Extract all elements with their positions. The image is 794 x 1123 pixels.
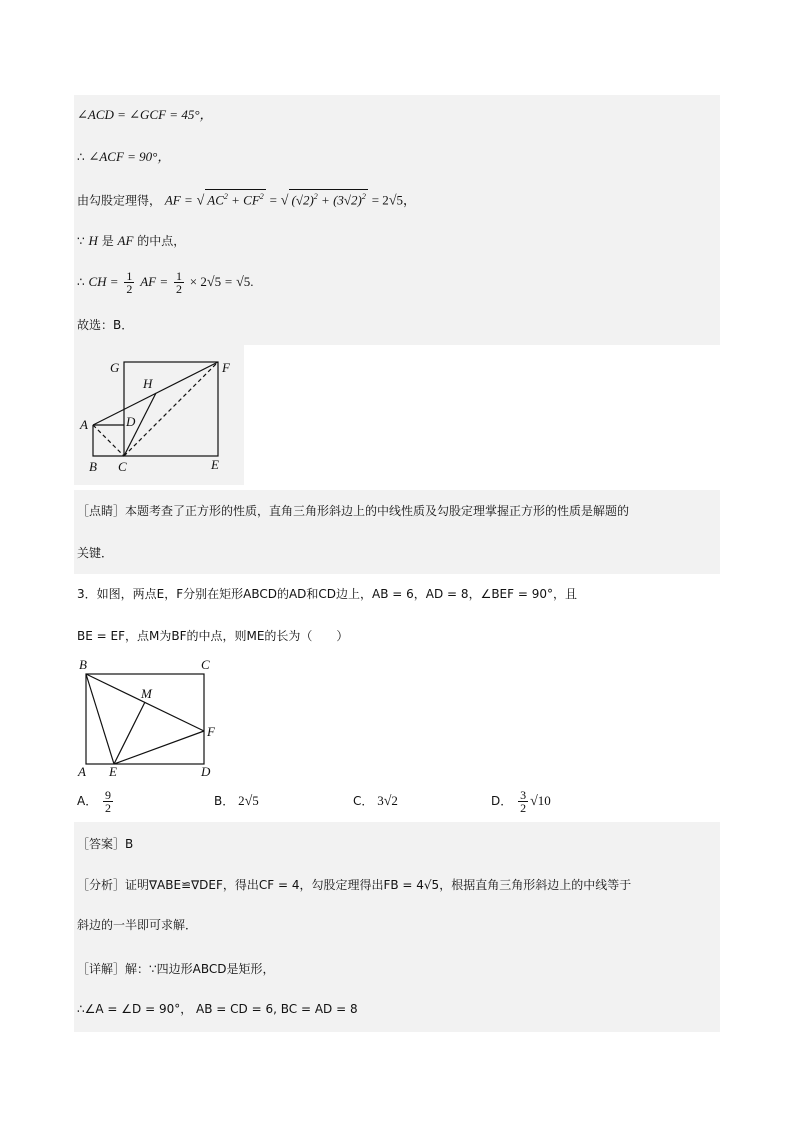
option-c-label: C． — [353, 794, 374, 808]
label-d: D — [126, 414, 136, 429]
midpoint-text: 的中点， — [137, 234, 186, 248]
is-text: 是 — [101, 234, 114, 248]
option-b[interactable]: B． 2√5 — [214, 793, 259, 809]
cf-term: CF — [243, 192, 260, 208]
rad5: 5 — [214, 274, 222, 289]
label-e: E — [211, 457, 219, 472]
segment-af: AF — [117, 233, 134, 248]
label-a2: A — [78, 764, 86, 779]
figure-square-diagram — [76, 352, 240, 480]
option-b-coef: 2 — [238, 793, 245, 808]
sq2: 2 — [302, 192, 310, 208]
solution-line-5: ∴ CH = $\frac{1}{2}$ AF = $\frac{1}{2}$ × 2√5 = √5. — [77, 269, 254, 296]
question-3-line-2: BE = EF，点M为BF的中点，则ME的长为（ ） — [77, 629, 349, 643]
exp: 2 — [223, 192, 228, 201]
exp: 2 — [259, 192, 264, 201]
ac-term: AC — [207, 192, 224, 208]
answer-line: ［答案］B — [77, 837, 134, 851]
times-2: × 2 — [189, 274, 207, 289]
option-d-label: D． — [491, 794, 513, 808]
ch-eq: CH = — [88, 274, 119, 289]
because-symbol: ∵ — [77, 234, 85, 248]
chosen-answer: 故选：B． — [77, 318, 134, 332]
exp: 2 — [361, 192, 366, 201]
fraction-half-2: $\frac{1}{2}$ — [175, 269, 182, 296]
label-e2: E — [109, 764, 117, 779]
comment-line-2: 关键． — [77, 546, 114, 560]
solution-line-1 — [77, 107, 213, 123]
plus: + — [231, 192, 240, 208]
label-f2: F — [207, 724, 215, 739]
label-f: F — [222, 360, 230, 375]
analysis-line-1: ［分析］证明∇ABE≌∇DEF，得出CF = 4，勾股定理得出FB = 4√5，根据直角三角形斜边上的中线等于 — [77, 878, 632, 892]
pythagoras-text: 由勾股定理得， — [77, 193, 162, 208]
label-d2: D — [201, 764, 211, 779]
comment-line-1: ［点睛］本题考查了正方形的性质，直角三角形斜边上的中线性质及勾股定理掌握正方形的性质是解题的 — [77, 504, 630, 518]
option-a-label: A． — [77, 794, 98, 808]
question-3-line-1: 3．如图，两点E，F分别在矩形ABCD的AD和CD边上，AB = 6，AD = 8，∠BEF = 90°，且 — [77, 587, 577, 601]
af-eq: AF = — [164, 192, 193, 208]
point-h: H — [88, 233, 98, 248]
figure-rectangle-diagram — [74, 654, 224, 782]
radicand-ac-cf — [205, 189, 266, 207]
sqrt-sign: √ — [196, 193, 205, 209]
therefore-symbol: ∴ — [77, 150, 85, 164]
eq-sign: = — [224, 274, 233, 289]
label-c2: C — [201, 657, 210, 672]
label-c: C — [118, 459, 127, 474]
option-c-rad: 2 — [391, 793, 398, 808]
label-g: G — [110, 360, 120, 375]
exp: 2 — [313, 192, 318, 201]
analysis-line-2: 斜边的一半即可求解． — [77, 918, 198, 932]
sq2b: 2 — [351, 192, 358, 208]
detail-line-2: ∴∠A = ∠D = 90°， AB = CD = 6, BC = AD = 8 — [77, 1002, 358, 1016]
solution-line-4 — [77, 233, 185, 249]
label-b2: B — [79, 657, 87, 672]
result-eq: = 2 — [371, 192, 389, 208]
therefore-symbol-2: ∴ — [77, 275, 85, 289]
option-d[interactable]: D． $\frac{3}{2}$ √10 — [491, 788, 551, 815]
choice-line — [77, 317, 133, 333]
result-tail: 5， — [396, 192, 417, 208]
detail-line-1: ［详解］解：∵四边形ABCD是矩形， — [77, 962, 275, 976]
label-b: B — [89, 459, 97, 474]
af-eq-2: AF = — [140, 274, 169, 289]
option-a-fraction: $\frac{9}{2}$ — [105, 788, 112, 815]
option-b-label: B． — [214, 794, 235, 808]
angle-acf: ∠ACF = 90°， — [88, 149, 171, 164]
option-d-fraction: $\frac{3}{2}$ — [520, 788, 527, 815]
option-a[interactable] — [77, 786, 115, 816]
equals: = — [269, 192, 277, 208]
option-d-rad: 10 — [537, 793, 551, 808]
three: 3 — [337, 192, 344, 208]
option-b-rad: 5 — [252, 793, 259, 808]
label-h: H — [143, 376, 153, 391]
sqrt-sign-2: √ — [280, 193, 289, 209]
radicand-numbers: $(√2)^2 + (3√2)^2$ — [289, 189, 367, 207]
option-c[interactable]: C． 3√2 — [353, 793, 398, 809]
solution-block-shade — [74, 95, 720, 345]
label-m: M — [141, 686, 152, 701]
final-5: 5. — [243, 274, 254, 289]
option-c-coef: 3 — [377, 793, 384, 808]
solution-line-3: 由勾股定理得， AF = √ $AC^2 + CF^2$ = √ $(√2)^2 + (3√2)^2 = 2√5$， — [77, 189, 416, 212]
solution-line-2 — [77, 149, 170, 165]
fraction-half: $\frac{1}{2}$ — [126, 269, 133, 296]
label-a: A — [80, 417, 88, 432]
angle-equation: ∠ACD = ∠GCF = 45°， — [77, 107, 213, 122]
